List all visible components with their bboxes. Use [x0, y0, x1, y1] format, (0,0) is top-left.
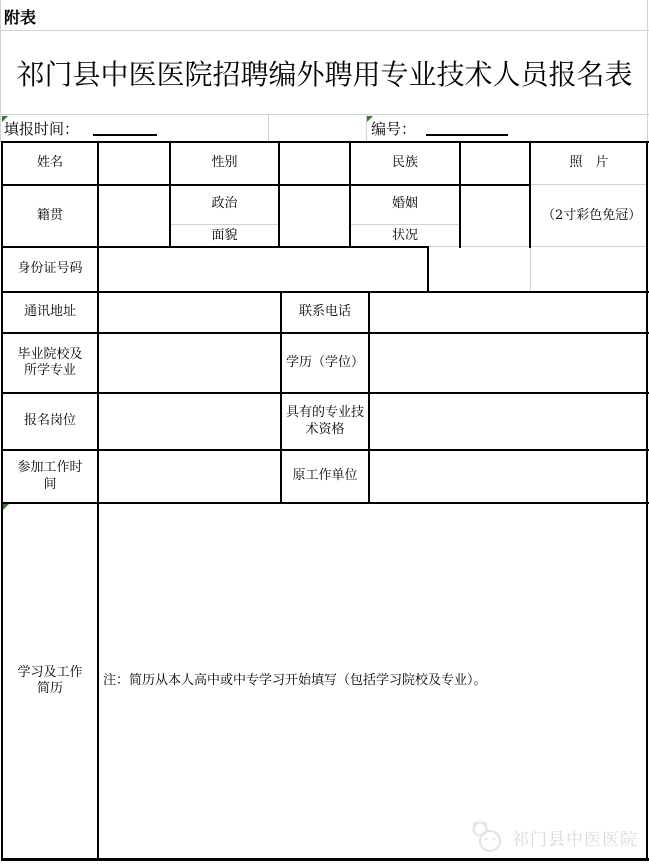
prev-employer-input-cell	[369, 450, 648, 503]
page-title: 祁门县中医医院招聘编外聘用专业技术人员报名表	[16, 57, 633, 91]
photo-label: 照 片	[569, 155, 609, 171]
marital-status-label: 婚姻 状况	[391, 196, 418, 243]
fill-time-label: 填报时间：	[4, 120, 80, 138]
fill-time-blank	[93, 121, 157, 136]
hospital-logo-icon	[470, 820, 506, 854]
grid-line	[0, 30, 649, 31]
serial-label: 编号：	[371, 120, 417, 138]
education-input-cell	[369, 333, 648, 393]
fill-time-row	[4, 115, 264, 142]
resume-cell	[98, 503, 648, 859]
serial-blank	[426, 121, 508, 136]
phone-input-cell	[369, 292, 648, 333]
qualification-label: 具有的专业技 术资格	[285, 405, 364, 437]
resume-label: 学习及工作 简历	[17, 664, 83, 696]
name-label: 姓名	[36, 155, 63, 171]
ethnicity-input-cell	[460, 142, 530, 185]
school-major-input-cell	[98, 333, 281, 393]
attachment-label: 附表	[4, 8, 37, 27]
prev-employer-label: 原工作单位	[292, 468, 358, 484]
work-start-label: 参加工作时 间	[17, 460, 83, 492]
work-start-input-cell	[98, 450, 281, 503]
gender-label: 性别	[211, 155, 238, 171]
name-input-cell	[98, 142, 170, 185]
address-label: 通讯地址	[23, 304, 76, 320]
address-input-cell	[98, 292, 281, 333]
grid-line	[530, 247, 531, 292]
position-input-cell	[98, 393, 281, 450]
grid-line	[0, 0, 1, 142]
native-place-input-cell	[98, 185, 170, 247]
native-place-label: 籍贯	[36, 207, 63, 223]
position-label: 报名岗位	[23, 413, 76, 429]
resume-note: 注：简历从本人高中或中专学习开始填写（包括学习院校及专业）。	[103, 672, 487, 688]
gender-input-cell	[279, 142, 350, 185]
photo-note: （2寸彩色免冠）	[542, 207, 642, 223]
cell-flag-triangle	[2, 116, 8, 122]
school-major-label: 毕业院校及 所学专业	[17, 346, 83, 378]
id-number-label: 身份证号码	[17, 261, 83, 277]
education-label: 学历（学位）	[285, 354, 364, 370]
qualification-input-cell	[369, 393, 648, 450]
marital-status-input-cell	[460, 185, 530, 247]
serial-row	[371, 115, 641, 142]
grid-line	[647, 0, 648, 142]
political-status-label: 政治 面貌	[211, 196, 238, 243]
id-number-input-cell	[98, 247, 428, 292]
hospital-watermark	[470, 816, 648, 858]
phone-label: 联系电话	[298, 304, 351, 320]
ethnicity-label: 民族	[391, 155, 418, 171]
grid-line	[268, 115, 269, 142]
political-status-input-cell	[279, 185, 350, 247]
hospital-name: 祁门县中医医院	[512, 829, 638, 850]
cell-flag-triangle	[367, 116, 373, 122]
